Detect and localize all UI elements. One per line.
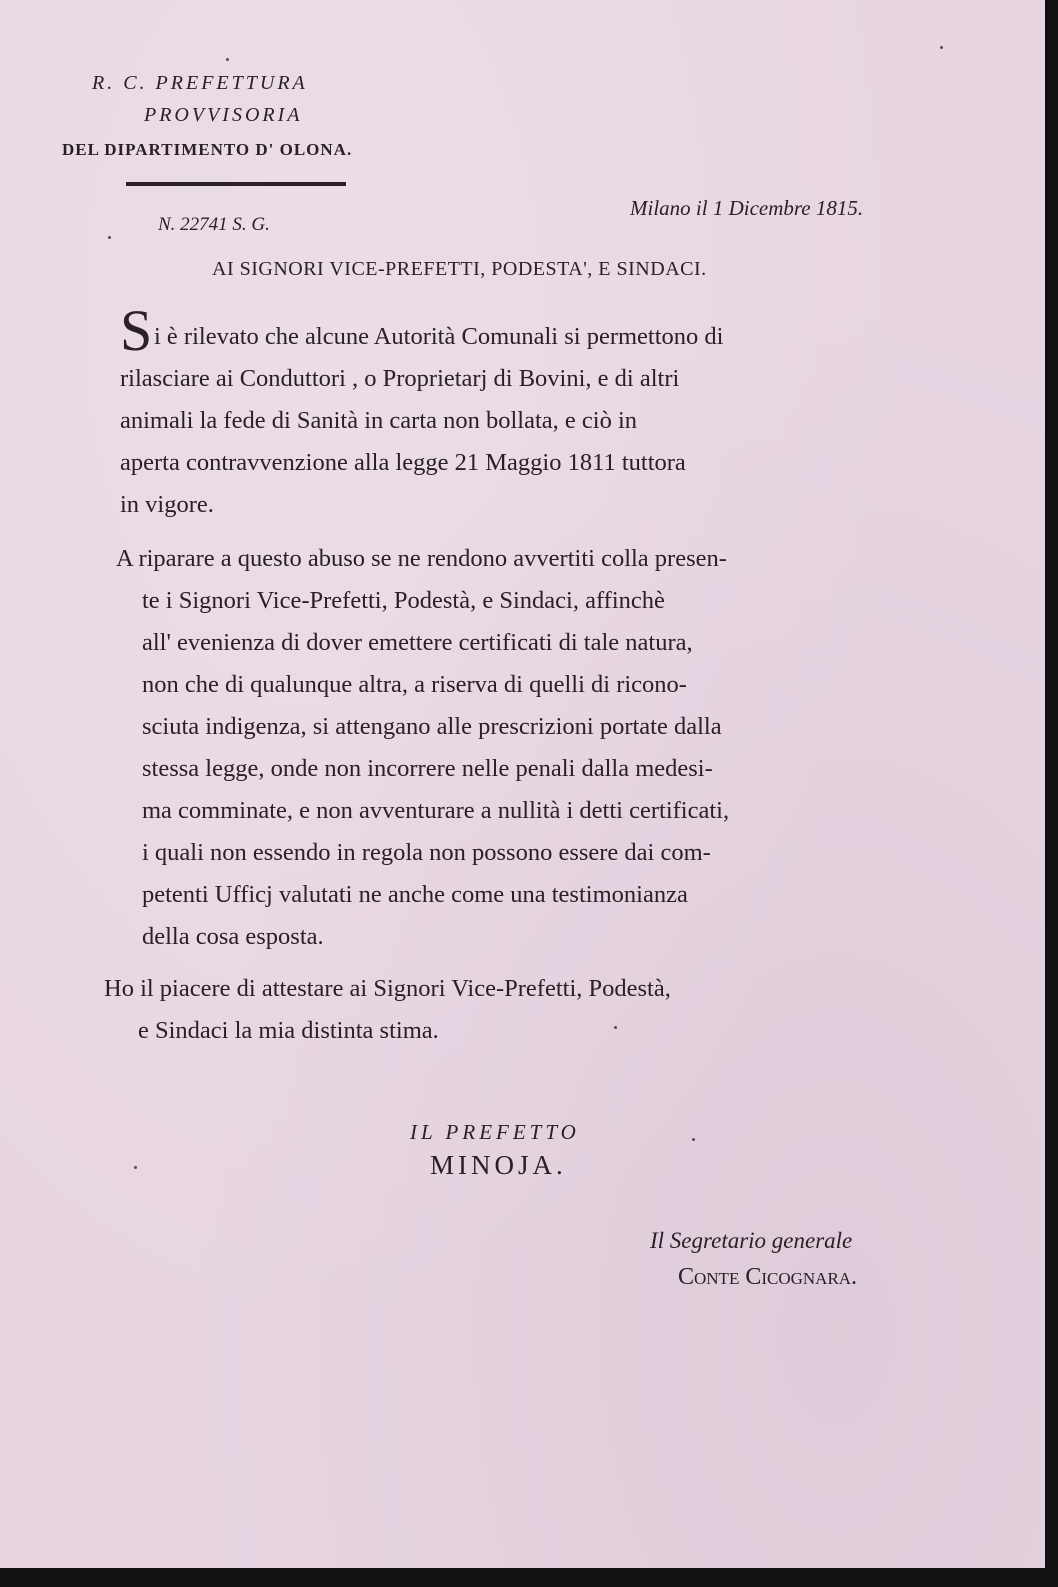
paragraph-line: e Sindaci la mia distinta stima.	[138, 1017, 439, 1044]
header-rule	[126, 182, 346, 186]
paragraph-2	[116, 538, 946, 958]
secretary-name: Conte Cicognara.	[678, 1264, 858, 1290]
paragraph-line	[120, 298, 950, 363]
drop-cap: S	[120, 298, 153, 363]
paragraph-line: i quali non essendo in regola non possono essere dai com-	[142, 839, 711, 866]
paper-speck	[134, 1166, 137, 1169]
signature-name: MINOJA.	[430, 1150, 567, 1180]
paper-speck	[108, 236, 111, 239]
paragraph-line: te i Signori Vice-Prefetti, Podestà, e Sindaci, affinchè	[142, 587, 665, 614]
paragraph-1	[120, 298, 950, 526]
paper-speck	[692, 1138, 695, 1141]
paragraph-line: stessa legge, onde non incorrere nelle penali dalla medesi-	[142, 755, 713, 782]
paragraph-line-text: i è rilevato che alcune Autorità Comunali si permettono di	[154, 323, 724, 350]
header-line-2: PROVVISORIA	[144, 104, 303, 126]
header-line-1: R. C. PREFETTURA	[92, 72, 308, 94]
secretary-title: Il Segretario generale	[650, 1228, 853, 1253]
paragraph-line: ma comminate, e non avventurare a nullità i detti certificati,	[142, 797, 730, 824]
address-line: AI SIGNORI VICE-PREFETTI, PODESTA', E SINDACI.	[212, 258, 707, 280]
paragraph-line: animali la fede di Sanità in carta non bollata, e ciò in	[120, 407, 638, 434]
signature-title: IL PREFETTO	[410, 1120, 580, 1144]
paragraph-line: all' evenienza di dover emettere certificati di tale natura,	[142, 629, 693, 656]
reference-number: N. 22741 S. G.	[158, 214, 270, 235]
paragraph-line: in vigore.	[120, 491, 214, 518]
paragraph-line: rilasciare ai Conduttori , o Proprietarj di Bovini, e di altri	[120, 365, 680, 392]
paragraph-line: sciuta indigenza, si attengano alle prescrizioni portate dalla	[142, 713, 722, 740]
paragraph-line: non che di qualunque altra, a riserva di quelli di ricono-	[142, 671, 687, 698]
paper-speck	[226, 58, 229, 61]
paragraph-line: della cosa esposta.	[142, 923, 324, 950]
paragraph-line: petenti Ufficj valutati ne anche come una testimonianza	[142, 881, 688, 908]
paper-speck	[940, 46, 943, 49]
paragraph-line: aperta contravvenzione alla legge 21 Maggio 1811 tuttora	[120, 449, 686, 476]
paragraph-line: A riparare a questo abuso se ne rendono avvertiti colla presen-	[116, 545, 727, 572]
header-line-3: DEL DIPARTIMENTO D' OLONA.	[62, 140, 353, 159]
paragraph-line: Ho il piacere di attestare ai Signori Vice-Prefetti, Podestà,	[104, 975, 671, 1002]
paper-speck	[614, 1026, 617, 1029]
paragraph-3	[104, 968, 944, 1052]
date-line: Milano il 1 Dicembre 1815.	[630, 196, 864, 220]
